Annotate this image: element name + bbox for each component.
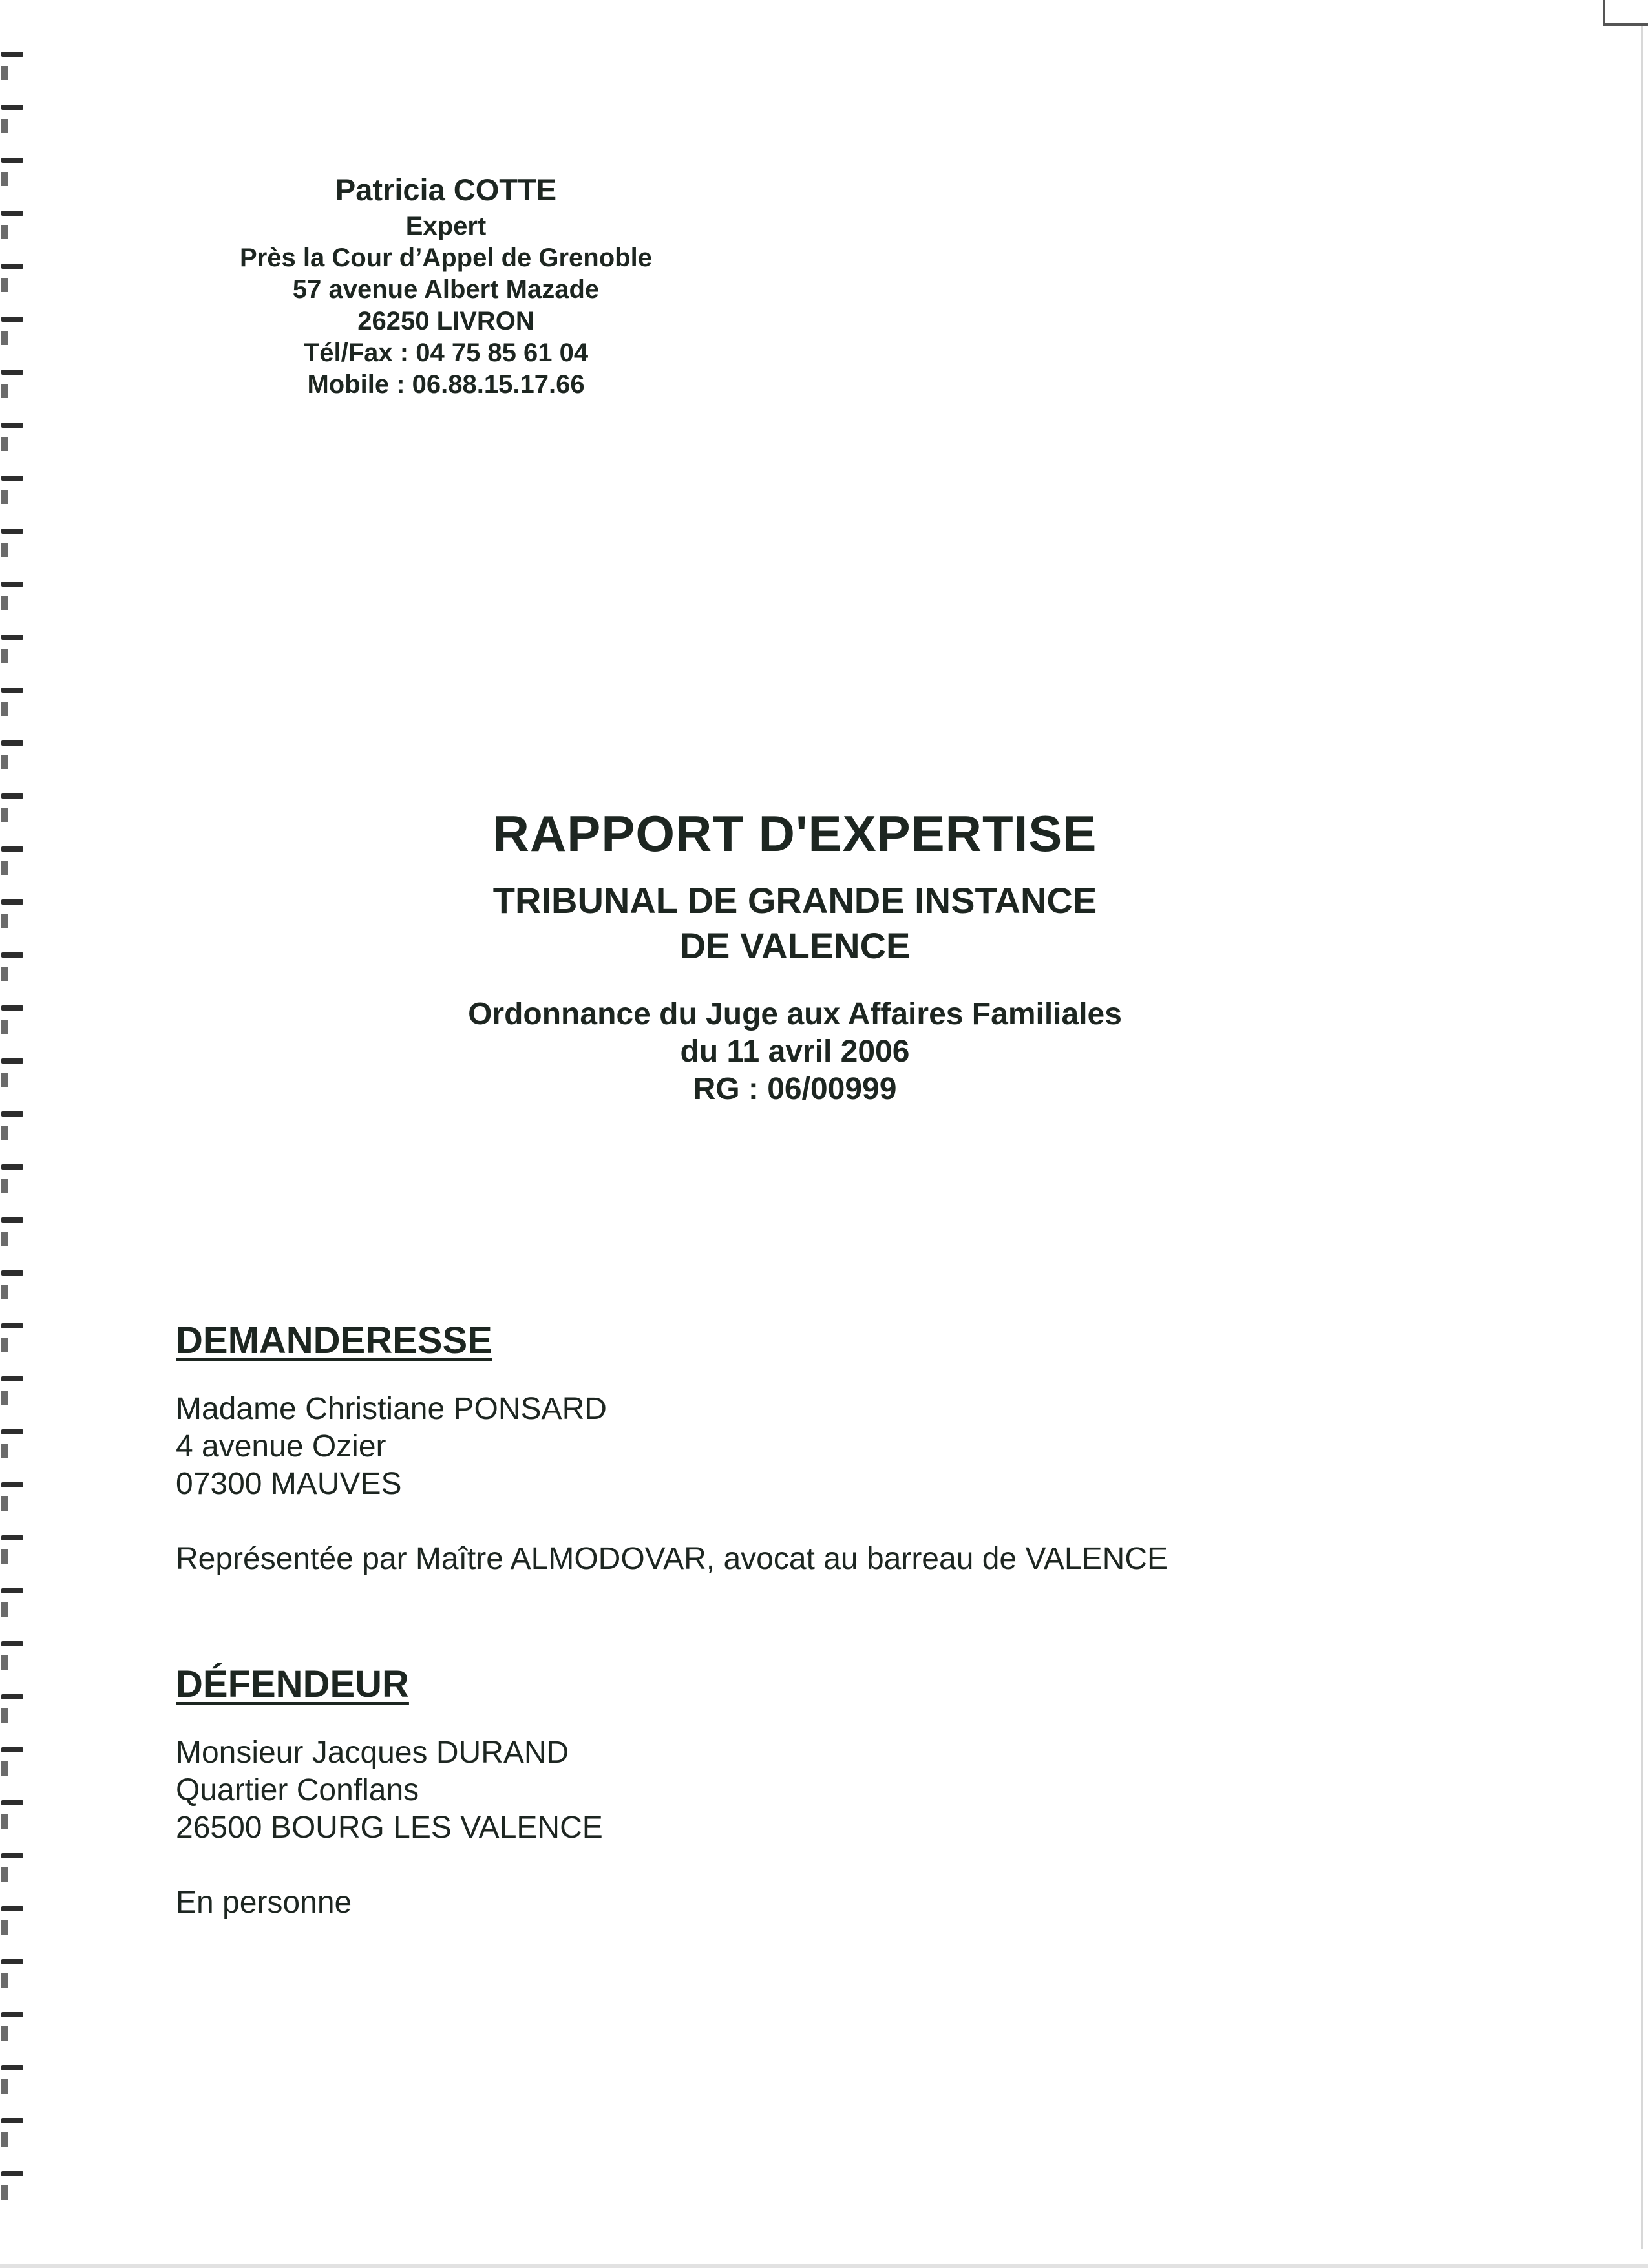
demanderesse-heading: DEMANDERESSE <box>176 1319 492 1361</box>
binding-mark <box>1 1906 23 1911</box>
binding-stub <box>1 2132 8 2147</box>
binding-stub <box>1 543 8 557</box>
binding-mark <box>1 1747 23 1752</box>
court-line-2: DE VALENCE <box>679 925 911 966</box>
defendeur-name: Monsieur Jacques DURAND <box>176 1736 569 1770</box>
binding-stub <box>1 1496 8 1511</box>
defendeur-street: Quartier Conflans <box>176 1773 419 1807</box>
binding-stub <box>1 278 8 292</box>
binding-mark <box>1 952 23 958</box>
binding-stub <box>1 1391 8 1405</box>
binding-mark <box>1 1959 23 1964</box>
binding-mark <box>1 793 23 799</box>
binding-stub <box>1 1285 8 1299</box>
binding-stub <box>1 1179 8 1193</box>
binding-stub <box>1 490 8 504</box>
report-title: RAPPORT D'EXPERTISE <box>492 805 1097 862</box>
page-edge <box>1641 26 1643 2249</box>
binding-mark <box>1 2118 23 2123</box>
binding-mark <box>1 105 23 110</box>
binding-stub <box>1 1020 8 1034</box>
binding-mark <box>1 1429 23 1434</box>
binding-stub <box>1 1920 8 1935</box>
order-reference <box>343 996 1247 1108</box>
binding-stub <box>1 1549 8 1564</box>
expert-phone: Tél/Fax : 04 75 85 61 04 <box>303 339 589 367</box>
binding-mark <box>1 370 23 375</box>
binding-stub <box>1 225 8 239</box>
binding-stub <box>1 1232 8 1246</box>
binding-stub <box>1 1708 8 1723</box>
binding-stub <box>1 66 8 80</box>
binding-mark <box>1 52 23 57</box>
binding-stub <box>1 1655 8 1670</box>
binding-mark <box>1 899 23 905</box>
binding-mark <box>1 1535 23 1540</box>
court-name <box>343 878 1247 969</box>
binding-stub <box>1 119 8 133</box>
expert-name: Patricia COTTE <box>335 173 557 207</box>
binding-mark <box>1 158 23 163</box>
binding-mark <box>1 529 23 534</box>
binding-mark <box>1 2012 23 2017</box>
binding-mark <box>1 264 23 269</box>
binding-stub <box>1 1602 8 1617</box>
binding-mark <box>1 846 23 852</box>
binding-stub <box>1 437 8 451</box>
report-title-block <box>343 798 1247 1108</box>
binding-mark <box>1 1270 23 1276</box>
binding-mark <box>1 582 23 587</box>
binding-stub <box>1 2026 8 2041</box>
defendeur-section <box>176 1662 1339 1922</box>
binding-mark <box>1 1005 23 1011</box>
binding-mark <box>1 1694 23 1699</box>
binding-mark <box>1 1376 23 1381</box>
binding-stub <box>1 1814 8 1829</box>
expert-city: 26250 LIVRON <box>357 307 534 335</box>
binding-stub <box>1 1867 8 1882</box>
demanderesse-section <box>176 1318 1339 1578</box>
binding-mark <box>1 1588 23 1593</box>
expert-title: Expert <box>405 212 487 240</box>
binding-mark <box>1 1482 23 1487</box>
court-line-1: TRIBUNAL DE GRANDE INSTANCE <box>492 880 1097 921</box>
binding-stub <box>1 861 8 875</box>
binding-stub <box>1 384 8 398</box>
expert-header <box>194 169 698 401</box>
binding-mark <box>1 423 23 428</box>
binding-stub <box>1 1073 8 1087</box>
demanderesse-city: 07300 MAUVES <box>176 1467 402 1501</box>
defendeur-city: 26500 BOURG LES VALENCE <box>176 1811 603 1845</box>
order-line-1: Ordonnance du Juge aux Affaires Familiales <box>468 997 1122 1031</box>
binding-mark <box>1 2065 23 2070</box>
binding-mark <box>1 1217 23 1223</box>
binding-stub <box>1 1973 8 1988</box>
binding-mark <box>1 1058 23 1064</box>
scan-corner <box>1603 0 1648 26</box>
scan-bottom-edge <box>0 2264 1648 2268</box>
binding-mark <box>1 1323 23 1328</box>
binding-stub <box>1 1761 8 1776</box>
binding-stub <box>1 914 8 928</box>
defendeur-heading: DÉFENDEUR <box>176 1663 409 1705</box>
binding-marks <box>0 0 39 2268</box>
expert-street: 57 avenue Albert Mazade <box>292 275 600 304</box>
binding-stub <box>1 1126 8 1140</box>
order-line-3: RG : 06/00999 <box>693 1072 897 1106</box>
binding-stub <box>1 172 8 186</box>
binding-mark <box>1 740 23 746</box>
binding-stub <box>1 2185 8 2200</box>
binding-stub <box>1 2079 8 2094</box>
demanderesse-street: 4 avenue Ozier <box>176 1429 386 1464</box>
binding-mark <box>1 317 23 322</box>
binding-stub <box>1 331 8 345</box>
binding-mark <box>1 2171 23 2176</box>
binding-stub <box>1 1444 8 1458</box>
expert-court: Près la Cour d’Appel de Grenoble <box>240 244 652 272</box>
demanderesse-representation: Représentée par Maître ALMODOVAR, avocat au barreau de VALENCE <box>176 1542 1168 1576</box>
binding-mark <box>1 1641 23 1646</box>
binding-mark <box>1 211 23 216</box>
binding-stub <box>1 1338 8 1352</box>
defendeur-representation: En personne <box>176 1885 352 1920</box>
binding-stub <box>1 755 8 769</box>
order-line-2: du 11 avril 2006 <box>680 1034 910 1069</box>
expert-mobile: Mobile : 06.88.15.17.66 <box>307 370 585 399</box>
binding-stub <box>1 649 8 663</box>
binding-mark <box>1 1800 23 1805</box>
binding-mark <box>1 688 23 693</box>
binding-stub <box>1 596 8 610</box>
binding-stub <box>1 808 8 822</box>
binding-mark <box>1 1111 23 1117</box>
binding-mark <box>1 635 23 640</box>
binding-mark <box>1 476 23 481</box>
demanderesse-name: Madame Christiane PONSARD <box>176 1392 607 1426</box>
binding-mark <box>1 1164 23 1170</box>
binding-stub <box>1 967 8 981</box>
binding-stub <box>1 702 8 716</box>
binding-mark <box>1 1853 23 1858</box>
